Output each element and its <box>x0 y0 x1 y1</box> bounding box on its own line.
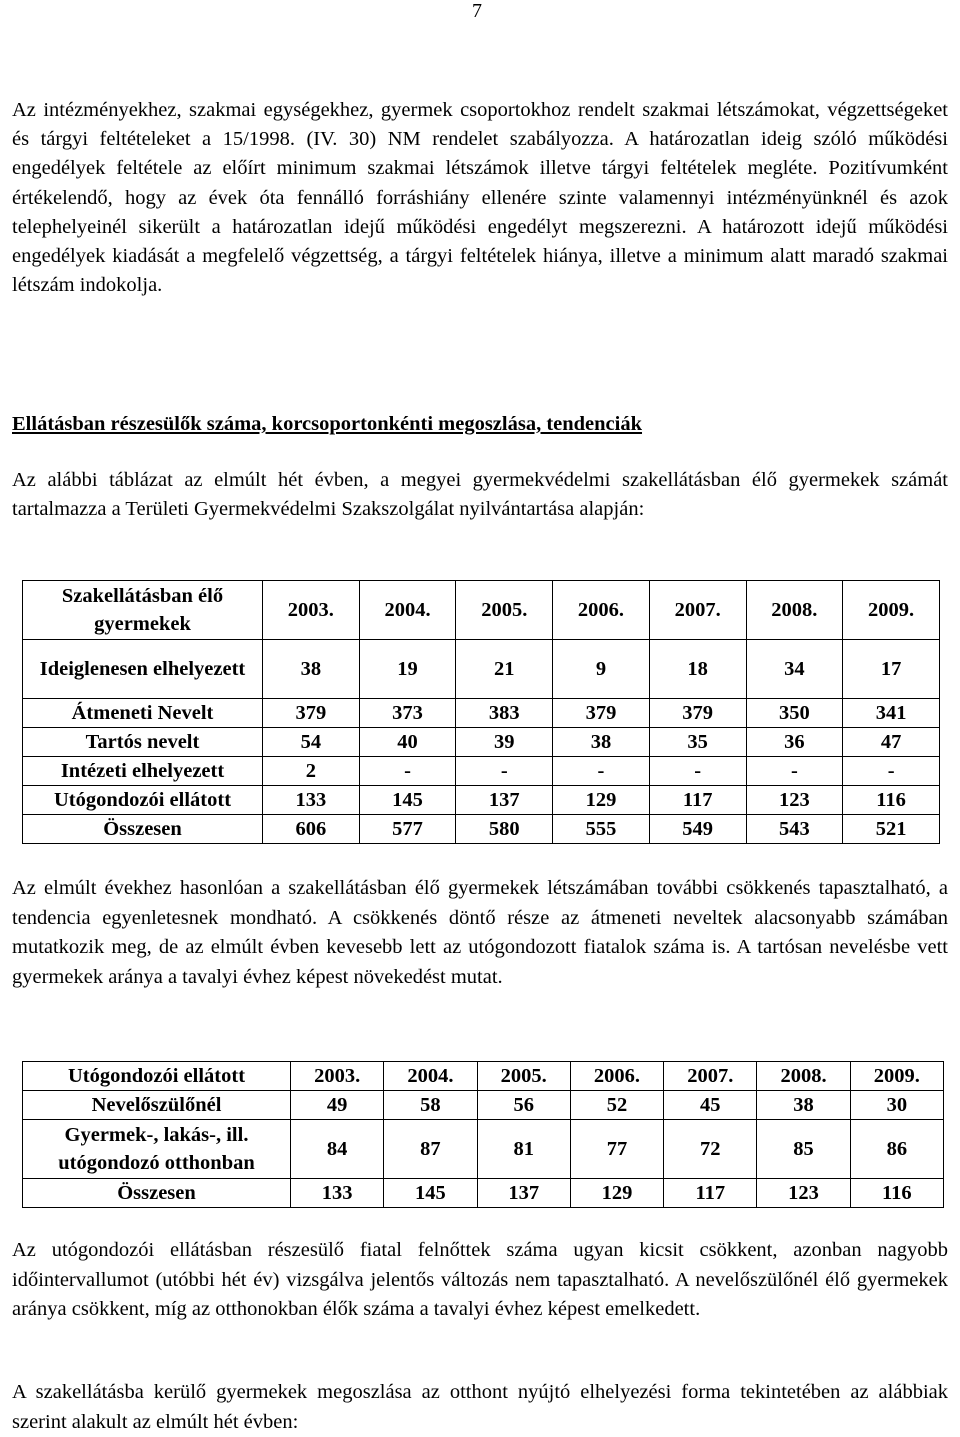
table-cell: 30 <box>850 1091 943 1120</box>
aftercare-table <box>22 1061 944 1208</box>
table-cell: 116 <box>843 786 940 815</box>
table-row-label: Összesen <box>23 1179 291 1208</box>
table-cell: 36 <box>746 728 843 757</box>
table-row <box>23 786 940 815</box>
table-cell: - <box>359 757 456 786</box>
table-row-label: Nevelőszülőnél <box>23 1091 291 1120</box>
table-cell: 9 <box>553 640 650 699</box>
table-cell: - <box>456 757 553 786</box>
table-cell: 19 <box>359 640 456 699</box>
table-cell: 58 <box>384 1091 477 1120</box>
table-header-cell: 2003. <box>263 581 360 640</box>
table-header-cell: 2007. <box>664 1062 757 1091</box>
table-cell: 84 <box>291 1120 384 1179</box>
table-header-cell: Szakellátásban élő gyermekek <box>23 581 263 640</box>
table-cell: 116 <box>850 1179 943 1208</box>
table-cell: 521 <box>843 815 940 844</box>
table-cell: 35 <box>649 728 746 757</box>
table-cell: 87 <box>384 1120 477 1179</box>
table-cell: 350 <box>746 699 843 728</box>
table-cell: 17 <box>843 640 940 699</box>
table-header-cell: Utógondozói ellátott <box>23 1062 291 1091</box>
table-header-cell: 2004. <box>384 1062 477 1091</box>
table-cell: 117 <box>664 1179 757 1208</box>
table-cell: 21 <box>456 640 553 699</box>
table-cell: 373 <box>359 699 456 728</box>
paragraph-table-intro: Az alábbi táblázat az elmúlt hét évben, a megyei gyermekvédelmi szakellátásban élő gyermekek számát tartalmazza a Területi Gyermekvédelmi Szakszolgálat nyilvántartása alapján: <box>12 469 948 521</box>
section-heading: Ellátásban részesülők száma, korcsoportonkénti megoszlása, tendenciák <box>12 413 643 435</box>
table-cell: 379 <box>263 699 360 728</box>
table-row-label: Ideiglenesen elhelyezett <box>23 640 263 699</box>
table-row-label: Intézeti elhelyezett <box>23 757 263 786</box>
table-cell: 49 <box>291 1091 384 1120</box>
table-cell: 341 <box>843 699 940 728</box>
table-header-row <box>23 1062 944 1091</box>
table-header-cell: 2005. <box>456 581 553 640</box>
table-header-cell: 2009. <box>843 581 940 640</box>
table-cell: 145 <box>359 786 456 815</box>
table-cell: 56 <box>477 1091 570 1120</box>
table-row-label: Tartós nevelt <box>23 728 263 757</box>
table-cell: 18 <box>649 640 746 699</box>
table-cell: 379 <box>649 699 746 728</box>
table-row <box>23 699 940 728</box>
table-cell: 72 <box>664 1120 757 1179</box>
table-total-row <box>23 815 940 844</box>
table-cell: 2 <box>263 757 360 786</box>
table-cell: 39 <box>456 728 553 757</box>
table-cell: 40 <box>359 728 456 757</box>
table-cell: 137 <box>477 1179 570 1208</box>
page-number: 7 <box>472 0 482 22</box>
table-cell: 81 <box>477 1120 570 1179</box>
table-cell: 129 <box>570 1179 663 1208</box>
table-cell: 86 <box>850 1120 943 1179</box>
table-cell: 606 <box>263 815 360 844</box>
table-cell: 77 <box>570 1120 663 1179</box>
table-header-cell: 2005. <box>477 1062 570 1091</box>
table-cell: 379 <box>553 699 650 728</box>
table-header-cell: 2006. <box>553 581 650 640</box>
table-header-cell: 2008. <box>746 581 843 640</box>
table-header-cell: 2007. <box>649 581 746 640</box>
table-row <box>23 728 940 757</box>
table-header-cell: 2009. <box>850 1062 943 1091</box>
table-cell: 580 <box>456 815 553 844</box>
table-row-label: Összesen <box>23 815 263 844</box>
table-row <box>23 1120 944 1179</box>
table-row-label: Utógondozói ellátott <box>23 786 263 815</box>
table-cell: 38 <box>263 640 360 699</box>
table-cell: 34 <box>746 640 843 699</box>
table-cell: - <box>746 757 843 786</box>
table-cell: 145 <box>384 1179 477 1208</box>
table-header-cell: 2006. <box>570 1062 663 1091</box>
table-cell: - <box>649 757 746 786</box>
table-cell: 133 <box>263 786 360 815</box>
table-cell: 123 <box>746 786 843 815</box>
table-cell: 137 <box>456 786 553 815</box>
paragraph-placement-intro: A szakellátásba kerülő gyermekek megoszlása az otthont nyújtó elhelyezési forma tekintetében az alábbiak szerint alakult az elmúlt hét évben: <box>12 1381 948 1433</box>
table-cell: - <box>843 757 940 786</box>
table-cell: - <box>553 757 650 786</box>
table-cell: 577 <box>359 815 456 844</box>
table-total-row <box>23 1179 944 1208</box>
table-cell: 543 <box>746 815 843 844</box>
table-cell: 133 <box>291 1179 384 1208</box>
table-cell: 85 <box>757 1120 850 1179</box>
table-header-row <box>23 581 940 640</box>
table-header-cell: 2004. <box>359 581 456 640</box>
table-header-cell: 2008. <box>757 1062 850 1091</box>
table-cell: 123 <box>757 1179 850 1208</box>
table-cell: 129 <box>553 786 650 815</box>
paragraph-aftercare-analysis: Az utógondozói ellátásban részesülő fiatal felnőttek száma ugyan kicsit csökkent, azonban nagyobb időintervallumot (utóbbi hét év) vizsgálva jelentős változás nem tapasztalható. A nevelőszülőnél élő gyermekek aránya csökkent, míg az otthonokban élők száma a tavalyi évhez képest emelkedett. <box>12 1239 948 1320</box>
table-row-label: Gyermek-, lakás-, ill. utógondozó otthonban <box>23 1120 291 1179</box>
table-cell: 117 <box>649 786 746 815</box>
table-cell: 47 <box>843 728 940 757</box>
table-cell: 38 <box>553 728 650 757</box>
table-cell: 383 <box>456 699 553 728</box>
table-cell: 52 <box>570 1091 663 1120</box>
paragraph-operating-licenses: Az intézményekhez, szakmai egységekhez, gyermek csoportokhoz rendelt szakmai létszámokat, végzettségeket és tárgyi feltételeket a 15/1998. (IV. 30) NM rendelet szabályozza. A határozatlan ideig szóló működési engedélyek feltétele az előírt minimum szakmai létszámok illetve tárgyi feltételek megléte. Pozitívumként értékelendő, hogy az évek óta fennálló forráshiány ellenére szinte valamennyi intézményünknél és azok telephelyeinél sikerült a határozatlan idejű működési engedélyt megszerezni. A határozott idejű működési engedélyek kiadását a megfelelő végzettség, a tárgyi feltételek hiánya, illetve a minimum alatt maradó szakmai létszám indokolja. <box>12 99 948 297</box>
table-cell: 54 <box>263 728 360 757</box>
table-header-cell: 2003. <box>291 1062 384 1091</box>
children-in-care-table <box>22 580 940 844</box>
table-cell: 45 <box>664 1091 757 1120</box>
table-cell: 555 <box>553 815 650 844</box>
paragraph-trend-analysis: Az elmúlt évekhez hasonlóan a szakellátásban élő gyermekek létszámában további csökkenés tapasztalható, a tendencia egyenletesnek mondható. A csökkenés döntő része az átmeneti neveltek alacsonyabb számában mutatkozik meg, de az elmúlt évben kevesebb lett az utógondozott fiatalok száma is. A tartósan nevelésbe vett gyermekek aránya a tavalyi évhez képest növekedést mutat. <box>12 877 948 988</box>
table-row <box>23 640 940 699</box>
table-row-label: Átmeneti Nevelt <box>23 699 263 728</box>
table-row <box>23 1091 944 1120</box>
table-row <box>23 757 940 786</box>
table-cell: 549 <box>649 815 746 844</box>
table-cell: 38 <box>757 1091 850 1120</box>
